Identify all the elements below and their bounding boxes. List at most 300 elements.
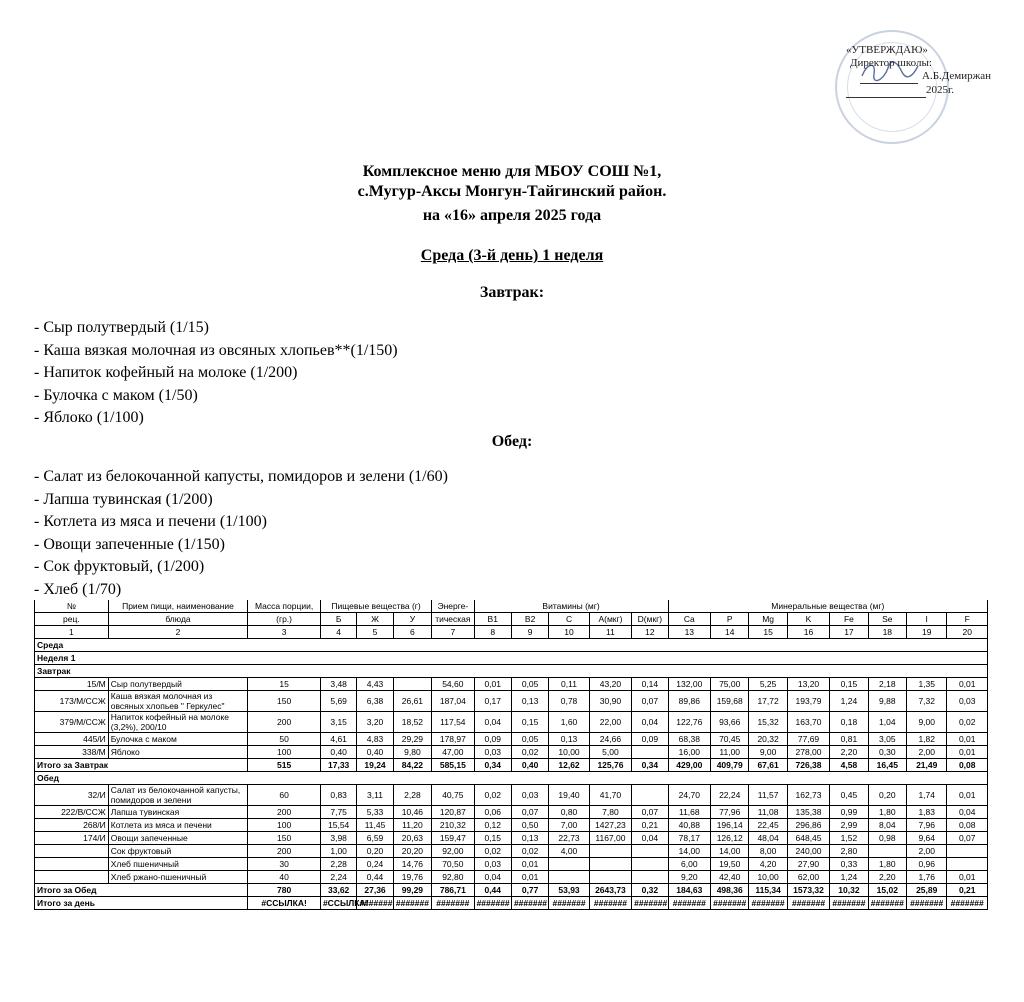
table-cell: 0,07: [511, 806, 548, 819]
table-cell: 75,00: [711, 678, 749, 691]
table-cell: [947, 858, 988, 871]
table-cell: 0,01: [947, 733, 988, 746]
table-cell: 22,00: [589, 712, 631, 733]
table-cell: 0,03: [511, 785, 548, 806]
table-cell: 1,24: [830, 691, 868, 712]
table-cell: 0,12: [474, 819, 511, 832]
table-cell: 115,34: [749, 884, 787, 897]
table-cell: 68,38: [668, 733, 710, 746]
table-cell: 0,05: [511, 678, 548, 691]
table-cell: 27,36: [357, 884, 393, 897]
table-cell: 32/И: [35, 785, 109, 806]
list-item: - Котлета из мяса и печени (1/100): [34, 513, 267, 531]
table-cell: #######: [357, 897, 393, 910]
table-cell: 11,45: [357, 819, 393, 832]
table-cell: 0,21: [632, 819, 668, 832]
table-cell: 47,00: [432, 746, 474, 759]
table-cell: 7,75: [320, 806, 356, 819]
table-cell: 132,00: [668, 678, 710, 691]
table-cell: K: [787, 613, 829, 626]
table-cell: 1,60: [549, 712, 589, 733]
table-cell: 100: [248, 746, 321, 759]
table-cell: 77,69: [787, 733, 829, 746]
table-cell: 2,00: [907, 746, 947, 759]
table-cell: 50: [248, 733, 321, 746]
table-cell: 84,22: [393, 759, 431, 772]
table-cell: 0,80: [549, 806, 589, 819]
col-header: Энерге-: [432, 600, 474, 613]
header-row: [35, 613, 988, 626]
table-cell: 1,35: [907, 678, 947, 691]
table-cell: Напиток кофейный на молоке (3,2%), 200/10: [108, 712, 247, 733]
table-cell: #######: [830, 897, 868, 910]
table-cell: 21,49: [907, 759, 947, 772]
table-cell: 40,75: [432, 785, 474, 806]
table-cell: 0,13: [511, 832, 548, 845]
table-cell: 585,15: [432, 759, 474, 772]
table-cell: 445/И: [35, 733, 109, 746]
table-cell: 9,00: [749, 746, 787, 759]
list-item: - Каша вязкая молочная из овсяных хлопьев**(1/150): [34, 341, 398, 359]
table-row: [35, 871, 988, 884]
table-cell: 0,40: [320, 746, 356, 759]
table-cell: 159,68: [711, 691, 749, 712]
table-cell: Mg: [749, 613, 787, 626]
table-cell: 2,18: [868, 678, 906, 691]
table-cell: 2: [108, 626, 247, 639]
table-cell: [947, 845, 988, 858]
table-cell: У: [393, 613, 431, 626]
table-cell: 20,63: [393, 832, 431, 845]
table-cell: 3,48: [320, 678, 356, 691]
table-cell: 117,54: [432, 712, 474, 733]
table-cell: 9,64: [907, 832, 947, 845]
table-cell: [868, 845, 906, 858]
table-cell: D(мкг): [632, 613, 668, 626]
table-cell: [632, 845, 668, 858]
table-cell: 4: [320, 626, 356, 639]
table-cell: 0,02: [474, 845, 511, 858]
table-cell: 9,88: [868, 691, 906, 712]
table-cell: 41,70: [589, 785, 631, 806]
table-cell: 17,72: [749, 691, 787, 712]
table-cell: 17,33: [320, 759, 356, 772]
table-cell: 30: [248, 858, 321, 871]
table-row: [35, 746, 988, 759]
table-cell: 379/М/ССЖ: [35, 712, 109, 733]
table-cell: 0,44: [357, 871, 393, 884]
table-cell: 122,76: [668, 712, 710, 733]
table-cell: 0,34: [474, 759, 511, 772]
table-cell: 0,13: [511, 691, 548, 712]
table-cell: 409,79: [711, 759, 749, 772]
table-cell: 16,45: [868, 759, 906, 772]
table-cell: 3,15: [320, 712, 356, 733]
table-cell: 1,82: [907, 733, 947, 746]
table-cell: 0,01: [947, 785, 988, 806]
table-cell: 0,04: [947, 806, 988, 819]
table-cell: 11,68: [668, 806, 710, 819]
table-cell: [632, 858, 668, 871]
table-cell: 14: [711, 626, 749, 639]
table-cell: Салат из белокочанной капусты, помидоров и зелени: [108, 785, 247, 806]
table-cell: #######: [511, 897, 548, 910]
table-cell: 0,78: [549, 691, 589, 712]
table-cell: 18,52: [393, 712, 431, 733]
table-cell: 27,90: [787, 858, 829, 871]
col-header: Прием пищи, наименование: [108, 600, 247, 613]
table-cell: 12,62: [549, 759, 589, 772]
table-cell: 0,11: [549, 678, 589, 691]
table-cell: 210,32: [432, 819, 474, 832]
table-cell: 184,63: [668, 884, 710, 897]
table-cell: 29,29: [393, 733, 431, 746]
table-cell: Итого за день: [35, 897, 248, 910]
table-cell: 25,89: [907, 884, 947, 897]
table-cell: 5,33: [357, 806, 393, 819]
table-cell: 70,50: [432, 858, 474, 871]
table-cell: Неделя 1: [35, 652, 988, 665]
table-cell: 0,18: [830, 712, 868, 733]
table-cell: 1,76: [907, 871, 947, 884]
table-cell: 1,80: [868, 806, 906, 819]
approval-word: «УТВЕРЖДАЮ»: [846, 44, 928, 56]
table-cell: #######: [474, 897, 511, 910]
table-cell: блюда: [108, 613, 247, 626]
table-cell: 2643,73: [589, 884, 631, 897]
table-cell: Лапша тувинская: [108, 806, 247, 819]
table-cell: Каша вязкая молочная из овсяных хлопьев " Геркулес": [108, 691, 247, 712]
table-cell: 77,96: [711, 806, 749, 819]
table-cell: 2,24: [320, 871, 356, 884]
table-cell: 0,13: [549, 733, 589, 746]
table-cell: 0,01: [947, 746, 988, 759]
table-cell: 7,80: [589, 806, 631, 819]
table-cell: Fe: [830, 613, 868, 626]
table-cell: 429,00: [668, 759, 710, 772]
table-cell: Овощи запеченные: [108, 832, 247, 845]
table-cell: [632, 746, 668, 759]
table-cell: [589, 871, 631, 884]
table-cell: 4,00: [549, 845, 589, 858]
list-item: - Сыр полутвердый (1/15): [34, 319, 209, 336]
year-suffix: 2025г.: [926, 84, 955, 96]
table-cell: #######: [432, 897, 474, 910]
table-cell: 196,14: [711, 819, 749, 832]
table-cell: 0,44: [474, 884, 511, 897]
table-cell: 200: [248, 712, 321, 733]
table-cell: 13,20: [787, 678, 829, 691]
table-cell: 70,45: [711, 733, 749, 746]
lunch-list: [34, 466, 448, 602]
table-cell: 296,86: [787, 819, 829, 832]
header-row: [35, 626, 988, 639]
table-row: [35, 845, 988, 858]
section-row: [35, 639, 988, 652]
table-cell: 15,02: [868, 884, 906, 897]
table-cell: #ССЫЛКА!: [248, 897, 321, 910]
title-line-1: Комплексное меню для МБОУ СОШ №1,: [362, 163, 662, 180]
table-cell: 0,20: [868, 785, 906, 806]
table-cell: 0,15: [511, 712, 548, 733]
table-cell: 648,45: [787, 832, 829, 845]
col-header: Масса порции,: [248, 600, 321, 613]
table-cell: 0,01: [511, 858, 548, 871]
table-cell: [549, 858, 589, 871]
table-cell: 173/М/ССЖ: [35, 691, 109, 712]
table-cell: 0,34: [632, 759, 668, 772]
list-item: - Хлеб (1/70): [34, 580, 122, 598]
approval-position: Директор школы:: [850, 57, 932, 69]
table-cell: Сыр полутвердый: [108, 678, 247, 691]
breakfast-list: [34, 317, 398, 430]
table-cell: 17: [830, 626, 868, 639]
table-cell: Завтрак: [35, 665, 988, 678]
table-cell: 2,80: [830, 845, 868, 858]
table-cell: 0,99: [830, 806, 868, 819]
table-cell: [632, 785, 668, 806]
table-cell: Se: [868, 613, 906, 626]
table-cell: 14,00: [668, 845, 710, 858]
table-cell: (гр.): [248, 613, 321, 626]
total-row: [35, 884, 988, 897]
table-cell: C: [549, 613, 589, 626]
table-row: [35, 733, 988, 746]
list-item: - Напиток кофейный на молоке (1/200): [34, 364, 298, 382]
table-cell: Итого за Завтрак: [35, 759, 248, 772]
table-cell: 193,79: [787, 691, 829, 712]
table-cell: 0,01: [511, 871, 548, 884]
table-cell: 48,04: [749, 832, 787, 845]
table-cell: Обед: [35, 772, 988, 785]
total-row: [35, 759, 988, 772]
table-cell: #######: [907, 897, 947, 910]
table-cell: Яблоко: [108, 746, 247, 759]
table-cell: 0,30: [868, 746, 906, 759]
table-cell: 8,04: [868, 819, 906, 832]
table-cell: 60: [248, 785, 321, 806]
table-cell: 100: [248, 819, 321, 832]
table-cell: 126,12: [711, 832, 749, 845]
table-cell: 4,58: [830, 759, 868, 772]
table-cell: 786,71: [432, 884, 474, 897]
table-cell: 187,04: [432, 691, 474, 712]
table-cell: 22,73: [549, 832, 589, 845]
table-cell: 120,87: [432, 806, 474, 819]
table-cell: 5,25: [749, 678, 787, 691]
section-row: [35, 772, 988, 785]
table-cell: 20,32: [749, 733, 787, 746]
table-cell: 0,04: [632, 712, 668, 733]
table-cell: B1: [474, 613, 511, 626]
section-row: [35, 652, 988, 665]
table-cell: 5,00: [589, 746, 631, 759]
table-cell: [549, 871, 589, 884]
table-cell: 498,36: [711, 884, 749, 897]
table-cell: 18: [868, 626, 906, 639]
signature-line: [860, 70, 918, 84]
table-cell: тическая: [432, 613, 474, 626]
table-cell: #######: [549, 897, 589, 910]
table-cell: 0,02: [947, 712, 988, 733]
table-cell: 40: [248, 871, 321, 884]
table-cell: 2,20: [830, 746, 868, 759]
table-row: [35, 806, 988, 819]
table-cell: 15: [749, 626, 787, 639]
table-cell: 11: [589, 626, 631, 639]
table-cell: 0,24: [357, 858, 393, 871]
table-cell: 1427,23: [589, 819, 631, 832]
table-cell: 11,57: [749, 785, 787, 806]
table-cell: 240,00: [787, 845, 829, 858]
table-cell: Хлеб пшеничный: [108, 858, 247, 871]
table-cell: 22,45: [749, 819, 787, 832]
table-cell: F: [947, 613, 988, 626]
table-cell: 4,20: [749, 858, 787, 871]
table-cell: 8,00: [749, 845, 787, 858]
list-item: - Лапша тувинская (1/200): [34, 490, 213, 508]
table-cell: A(мкг): [589, 613, 631, 626]
table-cell: 222/В/ССЖ: [35, 806, 109, 819]
table-cell: 0,05: [511, 733, 548, 746]
table-cell: 1,04: [868, 712, 906, 733]
table-cell: 19: [907, 626, 947, 639]
table-cell: 2,20: [868, 871, 906, 884]
table-cell: #######: [632, 897, 668, 910]
table-cell: 24,70: [668, 785, 710, 806]
table-cell: Булочка с маком: [108, 733, 247, 746]
table-cell: [35, 858, 109, 871]
table-cell: 0,09: [474, 733, 511, 746]
table-cell: 7,32: [907, 691, 947, 712]
table-cell: 515: [248, 759, 321, 772]
table-cell: 200: [248, 806, 321, 819]
table-cell: 0,40: [357, 746, 393, 759]
table-cell: 6,00: [668, 858, 710, 871]
table-cell: 6,38: [357, 691, 393, 712]
table-cell: 3,20: [357, 712, 393, 733]
table-cell: 150: [248, 691, 321, 712]
list-item: - Булочка с маком (1/50): [34, 386, 198, 404]
table-cell: [589, 858, 631, 871]
table-cell: 19,76: [393, 871, 431, 884]
table-cell: 1,74: [907, 785, 947, 806]
table-cell: 0,01: [947, 871, 988, 884]
table-cell: 19,50: [711, 858, 749, 871]
table-cell: 0,01: [474, 678, 511, 691]
table-cell: рец.: [35, 613, 109, 626]
lunch-heading: Обед:: [491, 433, 533, 450]
table-cell: 159,47: [432, 832, 474, 845]
table-cell: 4,43: [357, 678, 393, 691]
table-cell: 0,03: [947, 691, 988, 712]
table-cell: [35, 845, 109, 858]
table-cell: 3,98: [320, 832, 356, 845]
table-cell: 9,00: [907, 712, 947, 733]
table-cell: P: [711, 613, 749, 626]
table-cell: #######: [749, 897, 787, 910]
table-cell: 13: [668, 626, 710, 639]
table-cell: Ca: [668, 613, 710, 626]
section-row: [35, 665, 988, 678]
table-cell: 0,15: [830, 678, 868, 691]
table-cell: 9,20: [668, 871, 710, 884]
table-cell: 0,50: [511, 819, 548, 832]
table-cell: 92,80: [432, 871, 474, 884]
table-cell: 268/И: [35, 819, 109, 832]
table-cell: 33,62: [320, 884, 356, 897]
total-row: [35, 897, 988, 910]
table-cell: 0,21: [947, 884, 988, 897]
list-item: - Овощи запеченные (1/150): [34, 535, 225, 553]
table-cell: 14,76: [393, 858, 431, 871]
table-cell: 278,00: [787, 746, 829, 759]
nutrition-table: [34, 600, 988, 910]
table-cell: 11,08: [749, 806, 787, 819]
table-cell: 5,69: [320, 691, 356, 712]
table-cell: 0,08: [947, 759, 988, 772]
table-cell: 174/И: [35, 832, 109, 845]
table-cell: 2,00: [907, 845, 947, 858]
table-cell: 163,70: [787, 712, 829, 733]
table-cell: 42,40: [711, 871, 749, 884]
table-cell: 93,66: [711, 712, 749, 733]
table-cell: 92,00: [432, 845, 474, 858]
table-cell: 26,61: [393, 691, 431, 712]
table-cell: 62,00: [787, 871, 829, 884]
table-cell: 1573,32: [787, 884, 829, 897]
table-cell: 1167,00: [589, 832, 631, 845]
table-cell: 7,96: [907, 819, 947, 832]
table-cell: 1,00: [320, 845, 356, 858]
table-cell: 0,77: [511, 884, 548, 897]
table-cell: 15/М: [35, 678, 109, 691]
table-cell: 89,86: [668, 691, 710, 712]
table-cell: [393, 678, 431, 691]
header-row-1: [35, 600, 988, 613]
table-cell: 53,93: [549, 884, 589, 897]
table-cell: 2,99: [830, 819, 868, 832]
table-cell: 0,33: [830, 858, 868, 871]
table-cell: 16,00: [668, 746, 710, 759]
title-line-2: с.Мугур-Аксы Монгун-Тайгинский район.: [357, 183, 667, 200]
table-cell: 54,60: [432, 678, 474, 691]
table-cell: 0,02: [511, 746, 548, 759]
table-cell: 10: [549, 626, 589, 639]
table-cell: [632, 871, 668, 884]
table-cell: 0,45: [830, 785, 868, 806]
table-cell: 0,02: [474, 785, 511, 806]
table-cell: 10,46: [393, 806, 431, 819]
table-cell: 3,05: [868, 733, 906, 746]
table-cell: 0,81: [830, 733, 868, 746]
table-cell: 0,17: [474, 691, 511, 712]
table-cell: 0,06: [474, 806, 511, 819]
table-cell: [35, 871, 109, 884]
table-cell: 9,80: [393, 746, 431, 759]
table-cell: 20,20: [393, 845, 431, 858]
table-cell: #######: [787, 897, 829, 910]
table-cell: 0,07: [947, 832, 988, 845]
table-cell: 0,04: [474, 871, 511, 884]
table-cell: 9: [511, 626, 548, 639]
table-row: [35, 819, 988, 832]
table-row: [35, 691, 988, 712]
table-cell: 8: [474, 626, 511, 639]
table-cell: 16: [787, 626, 829, 639]
table-cell: 135,38: [787, 806, 829, 819]
table-cell: 6: [393, 626, 431, 639]
